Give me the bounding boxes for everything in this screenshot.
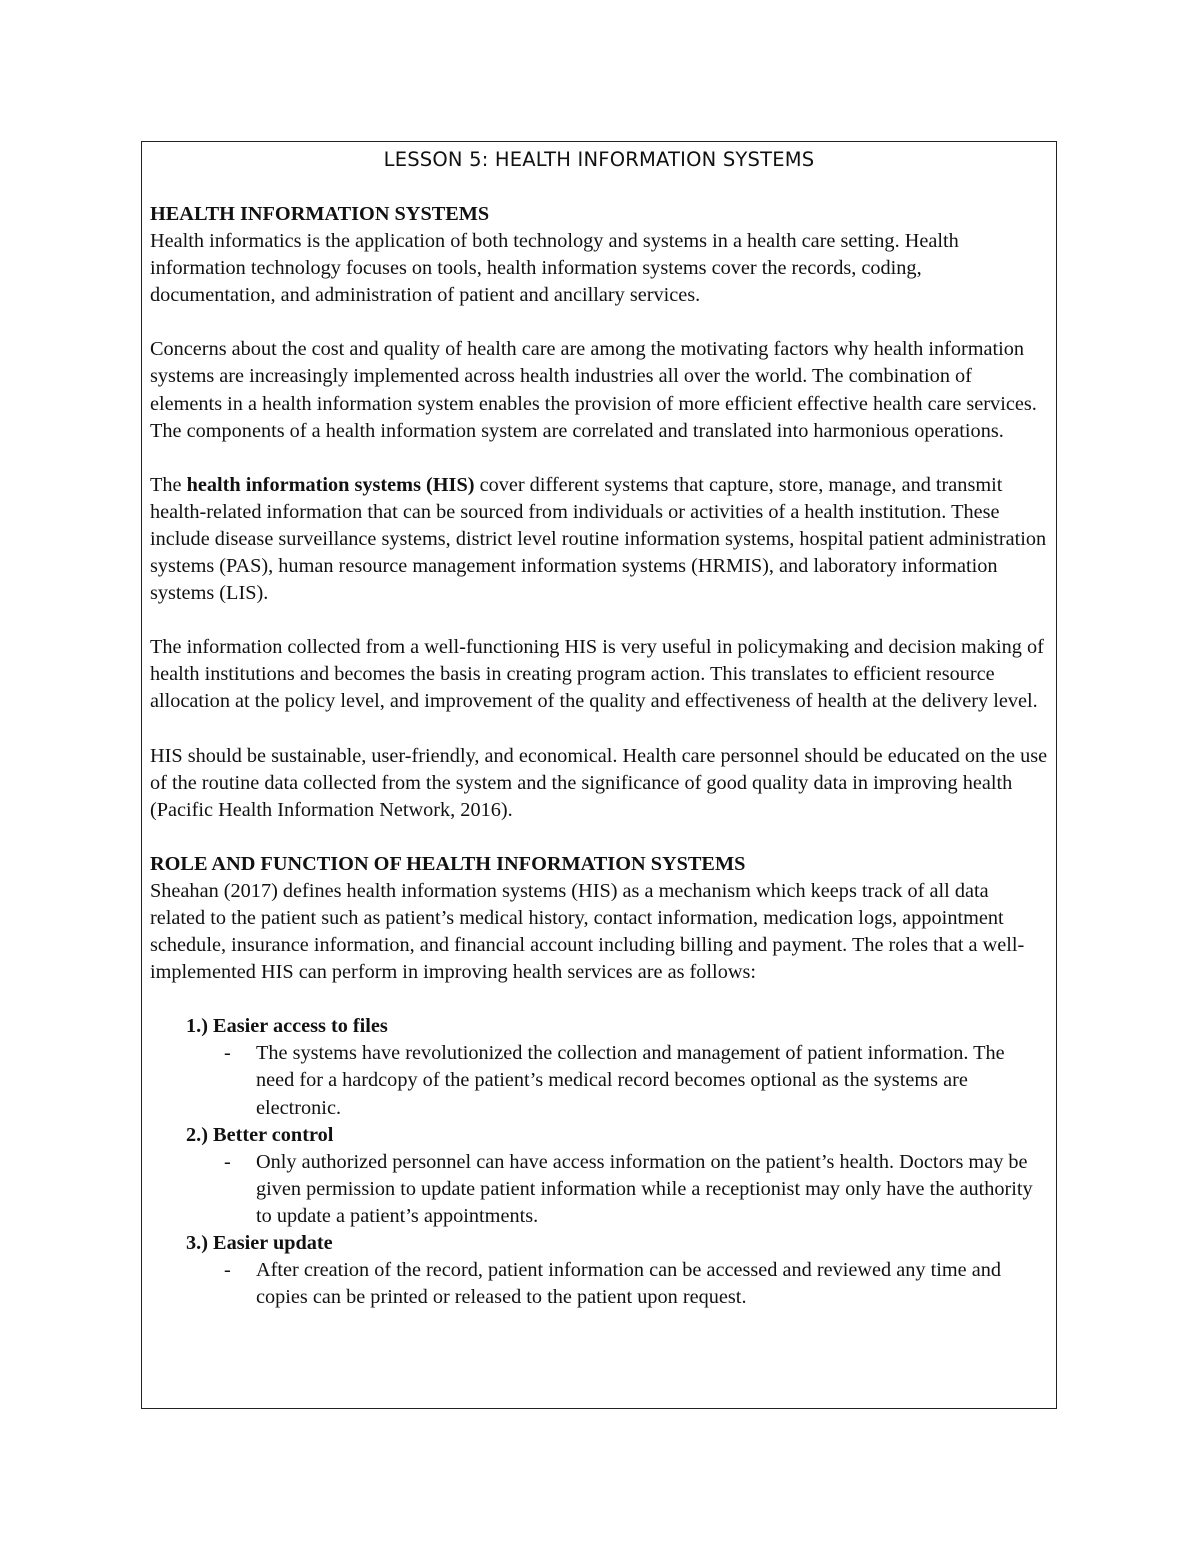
- paragraph-his-lead: The: [150, 473, 187, 496]
- dash-bullet: -: [224, 1150, 231, 1173]
- his-term-bold: health information systems (HIS): [186, 473, 475, 496]
- list-item-title-control: 2.) Better control: [186, 1123, 334, 1146]
- section-heading-health-information-systems: HEALTH INFORMATION SYSTEMS: [150, 203, 490, 225]
- paragraph-sheahan: Sheahan (2017) defines health information systems (HIS) as a mechanism which keeps track of all data related to the patient such as patient’s medical history, contact information, medication logs, appointment schedule, insurance information, and financial account including billing and payment. The roles that a well-implemented HIS can perform in improving health services are as follows:: [150, 879, 1025, 984]
- paragraph-his-sustainable: HIS should be sustainable, user-friendly, and economical. Health care personnel should be educated on the use of the routine data collected from the system and the significance of good quality data in improving health (Pacific Health Information Network, 2016).: [150, 744, 1048, 821]
- list-item-title-update: 3.) Easier update: [186, 1232, 333, 1254]
- paragraph-his-rest: cover different systems that capture, store, manage, and transmit health-related information that can be sourced from individuals or activities of a health institution. These include disease surveillance systems, district level routine information systems, hospital patient administration systems (PAS), human resource management information systems (HRMIS), and laboratory information systems (LIS).: [150, 473, 1047, 605]
- list-item-title-access: 1.) Easier access to files: [186, 1015, 388, 1038]
- list-item-detail-control: [224, 1149, 1048, 1230]
- list-item-detail-text: Only authorized personnel can have access information on the patient’s health. Doctors may be given permission to update patient information while a receptionist may only have the authority to update a patient’s appointments.: [256, 1150, 1033, 1227]
- list-item-detail-text: After creation of the record, patient information can be accessed and reviewed any time and copies can be printed or released to the patient upon request.: [256, 1259, 1001, 1309]
- paragraph-information-collected: The information collected from a well-functioning HIS is very useful in policymaking and decision making of health institutions and becomes the basis in creating program action. This translates to efficient resource allocation at the policy level, and improvement of the quality and effectiveness of health at the delivery level.: [150, 636, 1044, 713]
- lesson-title: LESSON 5: HEALTH INFORMATION SYSTEMS: [383, 148, 815, 171]
- paragraph-health-informatics: Health informatics is the application of both technology and systems in a health care setting. Health information technology focuses on tools, health information systems cover the records, coding, documentation, and administration of patient and ancillary services.: [150, 230, 959, 307]
- paragraph-concerns: Concerns about the cost and quality of health care are among the motivating factors why health information systems are increasingly implemented across health industries all over the world. The combination of elements in a health information system enables the provision of more efficient effective health care services. The components of a health information system are correlated and translated into harmonious operations.: [150, 338, 1037, 442]
- paragraph-his-definition: [150, 472, 1048, 607]
- roles-list: [186, 1013, 1048, 1311]
- section-heading-role-and-function: ROLE AND FUNCTION OF HEALTH INFORMATION SYSTEMS: [150, 852, 746, 875]
- list-item-detail-text: The systems have revolutionized the collection and management of patient information. The need for a hardcopy of the patient’s medical record becomes optional as the systems are electronic.: [256, 1042, 1005, 1119]
- list-item-detail-update: [224, 1257, 1048, 1311]
- lesson-content-box: [141, 141, 1057, 1409]
- list-item-detail-access: [224, 1040, 1048, 1121]
- dash-bullet: -: [224, 1259, 231, 1282]
- dash-bullet: -: [224, 1042, 231, 1065]
